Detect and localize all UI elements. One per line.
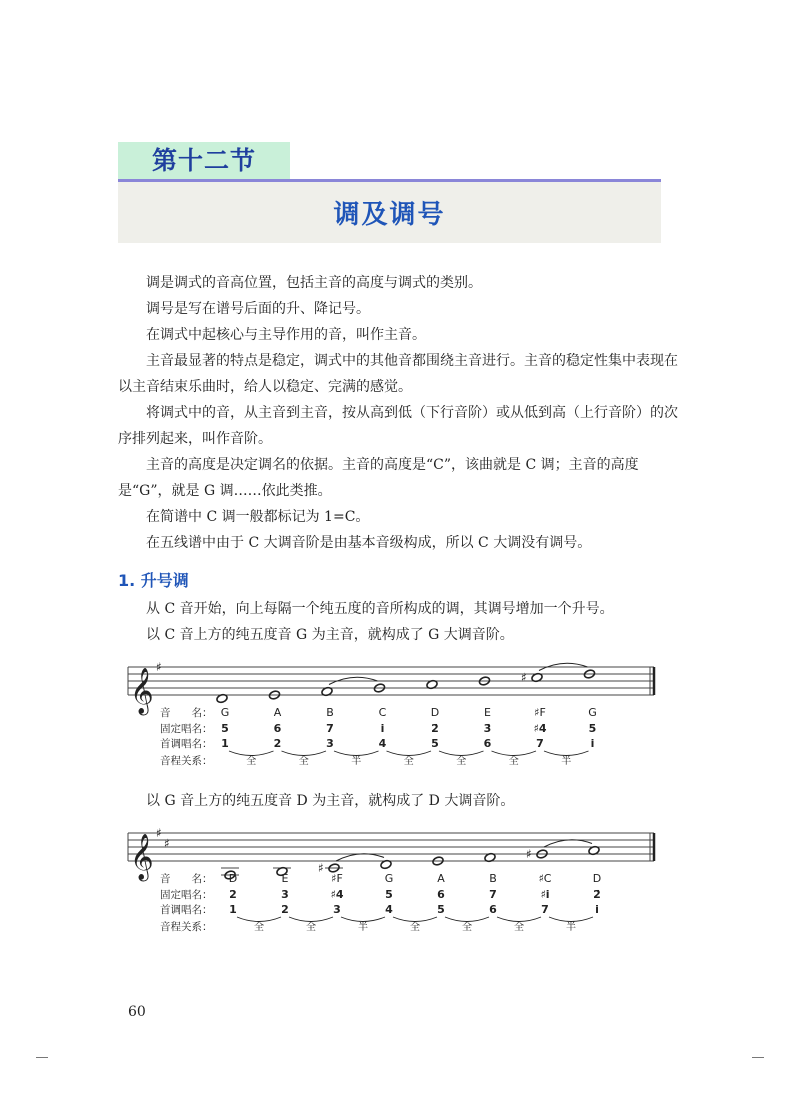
scale-staff-svg [118, 818, 678, 942]
fixed-do-syllable: 5 [221, 722, 229, 735]
movable-do-syllable: 5 [431, 737, 439, 750]
sharp-accidental-icon: ♯ [318, 861, 324, 875]
movable-do-syllable: 6 [483, 737, 492, 750]
pitch-name: G [588, 706, 597, 719]
section-number: 第十二节 [118, 142, 290, 180]
pitch-name: E [484, 706, 491, 719]
row-label: 音 名： [160, 707, 213, 719]
paragraph: 从 C 音开始，向上每隔一个纯五度的音所构成的调，其调号增加一个升号。 [146, 601, 614, 617]
movable-do-syllable: 1 [229, 903, 237, 916]
interval-label: 全 [508, 756, 519, 767]
movable-do-syllable: 5 [437, 903, 445, 916]
row-label: 首调唱名： [160, 904, 213, 916]
key-signature-sharp-icon: ♯ [156, 826, 162, 840]
fixed-do-syllable: 7 [326, 722, 334, 735]
interval-arc [341, 917, 385, 922]
slur [336, 854, 384, 861]
paragraph: 调号是写在谱号后面的升、降记号。 [146, 301, 370, 317]
paragraph: 在调式中起核心与主导作用的音，叫作主音。 [146, 327, 426, 343]
slur [544, 840, 592, 847]
fixed-do-syllable: 2̇ [593, 888, 601, 901]
pitch-name: G [220, 706, 230, 719]
pitch-name: ♯C [538, 872, 552, 885]
movable-do-syllable: 4 [385, 903, 393, 916]
paragraph: 在简谱中 C 调一般都标记为 1=C。 [146, 509, 370, 525]
movable-do-syllable: i [595, 903, 599, 916]
pitch-name: D [228, 872, 238, 885]
interval-arc [492, 751, 537, 756]
paragraph: 调是调式的音高位置，包括主音的高度与调式的类别。 [146, 275, 482, 291]
movable-do-syllable: 7 [536, 737, 544, 750]
movable-do-syllable: 6 [489, 903, 497, 916]
page-number: 60 [128, 1004, 146, 1020]
paragraph: 主音的高度是决定调名的依据。主音的高度是“C”，该曲就是 C 调；主音的高度是“G”，就是 G 调……依此类推。 [118, 457, 639, 499]
crop-mark [36, 1057, 48, 1058]
title-band [118, 182, 661, 243]
row-label: 首调唱名： [160, 738, 213, 750]
interval-label: 半 [561, 756, 572, 767]
interval-label: 全 [462, 922, 472, 933]
interval-arc [237, 917, 281, 922]
interval-label: 半 [566, 922, 576, 933]
interval-arc [334, 751, 379, 756]
interval-arc [387, 751, 432, 756]
interval-arc [544, 751, 589, 756]
interval-label: 全 [254, 922, 264, 933]
fixed-do-syllable: i [380, 722, 385, 735]
movable-do-syllable: 3 [326, 737, 334, 750]
pitch-name: B [489, 872, 497, 885]
key-signature-sharp-icon: ♯ [156, 660, 162, 674]
row-label: 音程关系： [160, 755, 213, 767]
paragraph: 以 G 音上方的纯五度音 D 为主音，就构成了 D 大调音阶。 [146, 793, 515, 809]
sharp-accidental-icon: ♯ [521, 670, 527, 685]
fixed-do-syllable: 5 [385, 888, 393, 901]
fixed-do-syllable: 3 [281, 888, 289, 901]
pitch-name: B [326, 706, 334, 719]
d-major-scale-figure [118, 818, 678, 942]
fixed-do-syllable: 6 [437, 888, 445, 901]
interval-arc [549, 917, 593, 922]
pitch-name: E [281, 872, 289, 885]
movable-do-syllable: 7 [541, 903, 549, 916]
subsection-heading: 1. 升号调 [118, 571, 189, 590]
pitch-name: G [384, 872, 394, 885]
interval-label: 全 [514, 922, 524, 933]
sharp-accidental-icon: ♯ [526, 847, 532, 861]
interval-arc [282, 751, 327, 756]
fixed-do-syllable: 2̇ [431, 722, 439, 735]
pitch-name: C [378, 706, 387, 719]
movable-do-syllable: 3 [333, 903, 341, 916]
interval-label: 全 [246, 756, 257, 767]
fixed-do-syllable: ♯4 [330, 888, 344, 901]
interval-arc [497, 917, 541, 922]
movable-do-syllable: 4 [378, 737, 387, 750]
paragraph: 以 C 音上方的纯五度音 G 为主音，就构成了 G 大调音阶。 [146, 627, 514, 643]
row-label: 固定唱名： [160, 723, 213, 735]
interval-label: 全 [298, 756, 309, 767]
paragraph: 将调式中的音，从主音到主音，按从高到低（下行音阶）或从低到高（上行音阶）的次序排列起来，叫作音阶。 [118, 405, 678, 447]
paragraph: 在五线谱中由于 C 大调音阶是由基本音级构成，所以 C 大调没有调号。 [146, 535, 592, 551]
interval-arc [439, 751, 484, 756]
movable-do-syllable: 2 [281, 903, 289, 916]
movable-do-syllable: i [590, 737, 595, 750]
interval-label: 半 [358, 922, 368, 933]
interval-label: 全 [410, 922, 420, 933]
row-label: 音程关系： [160, 921, 213, 933]
g-major-scale-figure [118, 652, 678, 776]
fixed-do-syllable: 6 [273, 722, 282, 735]
pitch-name: D [592, 872, 602, 885]
movable-do-syllable: 2 [273, 737, 282, 750]
movable-do-syllable: 1 [221, 737, 229, 750]
section-title: 调及调号 [333, 200, 446, 230]
treble-clef-icon: 𝄞 [130, 834, 154, 880]
interval-arc [229, 751, 274, 756]
pitch-name: A [437, 872, 445, 885]
interval-label: 半 [351, 756, 362, 767]
pitch-name: ♯F [331, 872, 343, 885]
interval-label: 全 [306, 922, 316, 933]
row-label: 音 名： [160, 873, 213, 885]
fixed-do-syllable: 3̇ [483, 722, 492, 735]
interval-label: 全 [403, 756, 414, 767]
treble-clef-icon: 𝄞 [130, 668, 154, 714]
interval-arc [289, 917, 333, 922]
pitch-name: D [430, 706, 440, 719]
interval-arc [445, 917, 489, 922]
interval-arc [393, 917, 437, 922]
interval-label: 全 [456, 756, 467, 767]
crop-mark [752, 1057, 764, 1058]
fixed-do-syllable: 2 [229, 888, 237, 901]
key-signature-sharp-icon: ♯ [164, 836, 170, 851]
row-label: 固定唱名： [160, 889, 213, 901]
fixed-do-syllable: ♯i [540, 888, 550, 901]
pitch-name: A [273, 706, 282, 719]
paragraph: 主音最显著的特点是稳定，调式中的其他音都围绕主音进行。主音的稳定性集中表现在以主音结束乐曲时，给人以稳定、完满的感觉。 [118, 353, 678, 395]
pitch-name: ♯F [534, 706, 546, 719]
fixed-do-syllable: 5̇ [588, 722, 597, 735]
scale-staff-svg [118, 652, 678, 776]
fixed-do-syllable: 7 [489, 888, 497, 901]
fixed-do-syllable: ♯4̇ [533, 722, 547, 735]
